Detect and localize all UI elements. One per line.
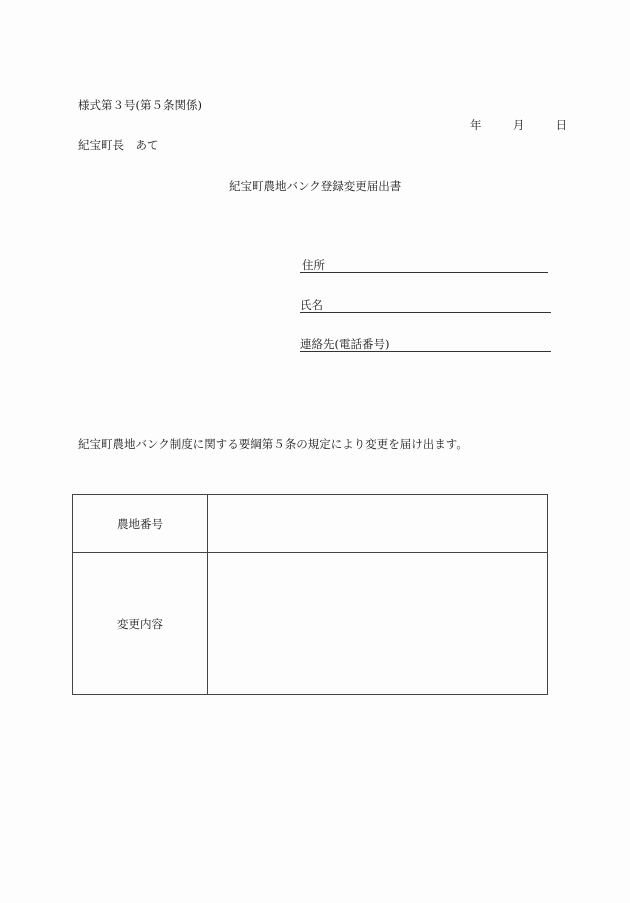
contact-label: 連絡先(電話番号) [300,337,390,351]
form-number: 様式第３号(第５条関係) [78,98,202,112]
name-field[interactable] [300,298,551,313]
change-details-value[interactable] [208,553,548,695]
date-day: 日 [555,118,568,132]
address-field[interactable] [300,258,548,273]
table-row [73,553,548,695]
date-month: 月 [512,118,525,132]
name-label: 氏名 [300,298,323,312]
farmland-number-label: 農地番号 [73,495,208,553]
addressee: 紀宝町長 あて [78,138,159,152]
table-row [73,495,548,553]
document-title: 紀宝町農地バンク登録変更届出書 [229,179,402,193]
change-details-label: 変更内容 [73,553,208,695]
change-table [72,494,548,695]
date-year: 年 [470,118,482,132]
farmland-number-value[interactable] [208,495,548,553]
statement: 紀宝町農地バンク制度に関する要綱第５条の規定により変更を届け出ます。 [78,437,468,451]
date-line [470,118,567,132]
contact-field[interactable] [300,337,551,352]
address-label: 住所 [302,258,325,272]
